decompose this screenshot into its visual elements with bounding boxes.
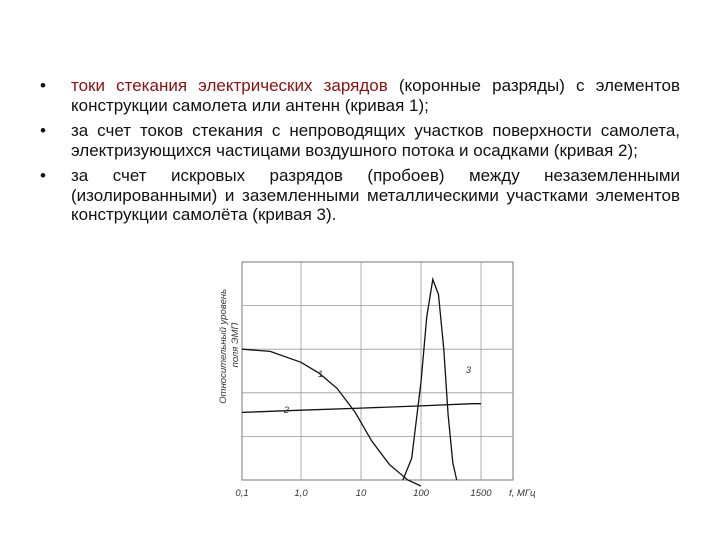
series-label-1: 1 [318, 369, 324, 379]
chart-series [242, 279, 481, 486]
x-tick-label: 10 [355, 488, 367, 499]
bullet-dot: • [40, 76, 46, 95]
x-tick-label: 100 [413, 488, 429, 499]
y-axis-label-line2: поля ЭМП [230, 322, 241, 368]
x-tick-label: 0,1 [235, 488, 249, 499]
series-line-3 [403, 279, 457, 480]
y-axis-label-line1: Относительный уровень [218, 288, 229, 404]
series-label-3: 3 [466, 365, 472, 375]
x-tick-label: 1500 [470, 488, 492, 499]
series-line-1 [242, 349, 421, 486]
x-tick-label: 1,0 [294, 488, 308, 499]
bullet-text: за счет токов стекания с непроводящих участков поверхности самолета, электризующихся частицами воздушного потока и осадками (кривая 2); [71, 121, 680, 160]
series-label-2: 2 [284, 405, 290, 415]
bullet-dot: • [40, 121, 46, 140]
bullet-highlight: токи стекания электрических зарядов [71, 76, 388, 95]
series-line-2 [242, 404, 481, 413]
chart-labels [235, 488, 536, 499]
bullet-dot: • [40, 166, 46, 185]
y-axis-label [218, 286, 241, 403]
bullet-text: (коронные разряды) с элементов конструкции самолета или антенн (кривая 1); [71, 76, 680, 115]
plot-frame [242, 262, 513, 480]
bullet-text: за счет искровых разрядов (пробоев) между незаземленными (изолированными) и заземленными металлическими участками элементов конструкции самолёта (кривая 3). [71, 166, 680, 224]
x-axis-label: f, МГц [509, 488, 536, 499]
chart-grid [242, 262, 513, 480]
